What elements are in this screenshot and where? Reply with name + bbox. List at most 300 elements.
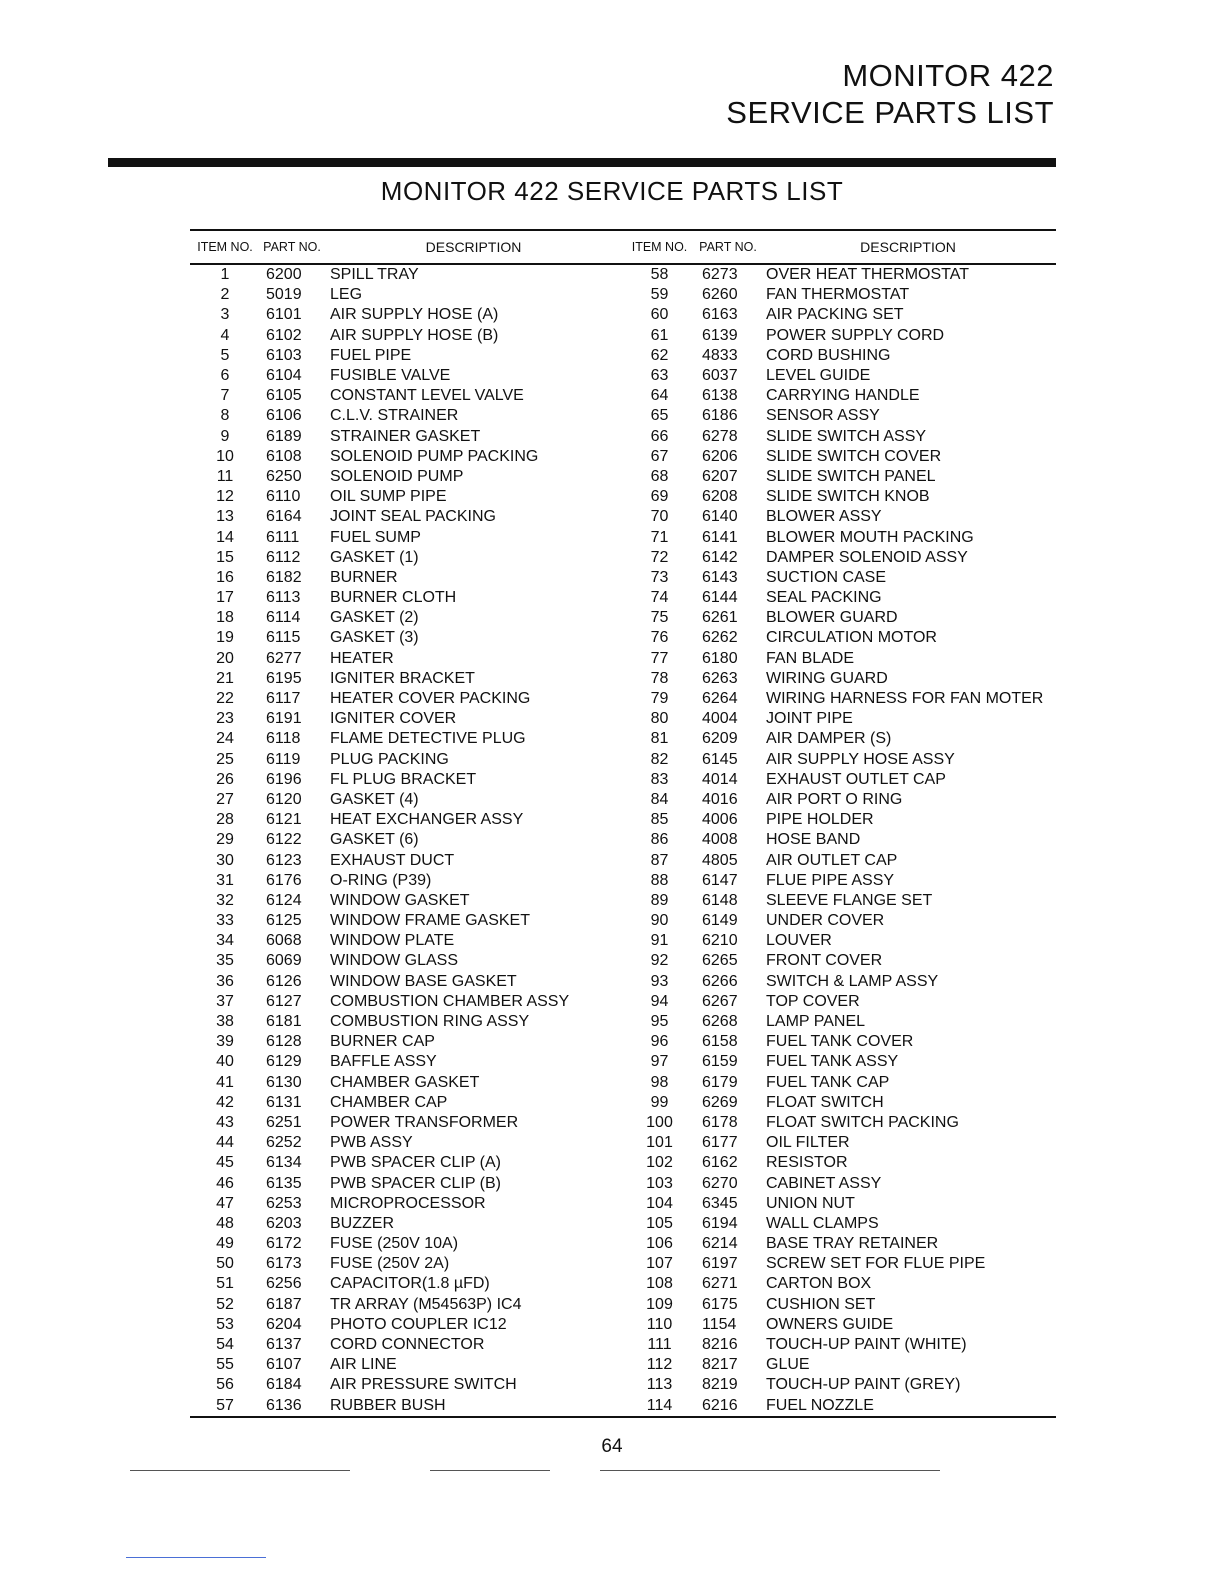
description-cell: OWNERS GUIDE	[766, 1315, 894, 1333]
description-cell: AIR PORT O RING	[766, 790, 903, 808]
description-cell: SENSOR ASSY	[766, 407, 880, 425]
item-no-cell: 74	[650, 589, 669, 607]
table-row	[190, 992, 1056, 1012]
description-cell: AIR SUPPLY HOSE (A)	[330, 306, 499, 324]
part-no-cell: 6187	[266, 1295, 302, 1313]
item-no-cell: 10	[216, 447, 234, 465]
description-cell: WIRING GUARD	[766, 669, 888, 687]
item-no-cell: 114	[623, 1396, 696, 1417]
part-no-cell: 6251	[266, 1113, 302, 1131]
part-no-cell: 6140	[702, 508, 738, 526]
item-no-cell: 70	[650, 508, 669, 526]
description-cell: BURNER CLOTH	[330, 589, 457, 607]
table-row	[190, 750, 1056, 770]
table-row	[190, 1295, 1056, 1315]
part-no-cell: 6104	[266, 367, 302, 385]
part-no-cell: 6147	[702, 871, 738, 889]
description-cell: FLUE PIPE ASSY	[766, 871, 895, 889]
item-no-cell: 72	[650, 548, 669, 566]
part-no-cell: 6207	[702, 467, 738, 485]
table-row	[190, 1396, 1056, 1417]
item-no-cell: 108	[646, 1275, 673, 1293]
description-cell: CORD BUSHING	[766, 346, 891, 364]
table-row	[190, 548, 1056, 568]
item-no-cell: 102	[646, 1154, 673, 1172]
part-no-cell: 6250	[266, 467, 302, 485]
description-cell: OIL FILTER	[766, 1134, 850, 1152]
item-no-cell: 110	[646, 1315, 673, 1333]
part-no-cell: 6118	[266, 730, 301, 748]
description-cell: AIR PRESSURE SWITCH	[330, 1376, 517, 1394]
part-no-cell: 6175	[702, 1295, 738, 1313]
item-no-cell: 76	[650, 629, 669, 647]
parts-table-body	[190, 264, 1056, 1417]
description-cell: HOSE BAND	[766, 831, 861, 849]
part-no-cell: 6142	[702, 548, 738, 566]
item-no-cell: 23	[216, 710, 234, 728]
item-no-cell: 63	[650, 367, 669, 385]
description-cell: COMBUSTION CHAMBER ASSY	[330, 992, 570, 1010]
part-no-cell: 6112	[266, 548, 301, 566]
footer-rule	[430, 1470, 550, 1471]
description-cell: SEAL PACKING	[766, 589, 882, 607]
table-row	[190, 1214, 1056, 1234]
item-no-cell: 6	[220, 367, 230, 385]
description-cell: SPILL TRAY	[330, 266, 419, 284]
description-cell: EXHAUST OUTLET CAP	[766, 770, 946, 788]
item-no-cell: 47	[216, 1194, 234, 1212]
item-no-cell: 96	[650, 1033, 669, 1051]
table-row	[190, 1254, 1056, 1274]
description-cell: AIR SUPPLY HOSE (B)	[330, 326, 499, 344]
description-cell: FLOAT SWITCH	[766, 1093, 884, 1111]
part-no-cell: 6117	[266, 690, 301, 708]
description-cell: BURNER	[330, 568, 398, 586]
part-no-cell: 6194	[702, 1214, 738, 1232]
item-no-cell: 15	[216, 548, 234, 566]
description-cell: PWB SPACER CLIP (B)	[330, 1174, 501, 1192]
item-no-cell: 62	[650, 346, 669, 364]
item-no-cell: 30	[216, 851, 234, 869]
description-cell: HEATER COVER PACKING	[330, 690, 531, 708]
table-row	[190, 386, 1056, 406]
description-cell: SLIDE SWITCH COVER	[766, 447, 942, 465]
footer-rule	[600, 1470, 940, 1471]
part-no-cell: 6208	[702, 488, 738, 506]
part-no-cell: 6191	[266, 710, 302, 728]
item-no-cell: 78	[650, 669, 669, 687]
part-no-cell: 4805	[702, 851, 738, 869]
item-no-cell: 85	[650, 811, 669, 829]
item-no-cell: 67	[650, 447, 669, 465]
description-cell: TOUCH-UP PAINT (GREY)	[766, 1376, 961, 1394]
table-row	[190, 1093, 1056, 1113]
item-no-cell: 58	[650, 266, 669, 284]
parts-table-wrapper	[190, 229, 1056, 1418]
table-row	[190, 951, 1056, 971]
description-cell: FUEL TANK ASSY	[766, 1053, 899, 1071]
item-no-cell: 28	[216, 811, 234, 829]
item-no-cell: 12	[216, 488, 234, 506]
table-row	[190, 649, 1056, 669]
table-row	[190, 1073, 1056, 1093]
table-row	[190, 1113, 1056, 1133]
item-no-cell: 51	[216, 1275, 234, 1293]
part-no-cell: 6103	[266, 346, 302, 364]
item-no-cell: 20	[216, 649, 234, 667]
item-no-cell: 35	[216, 952, 234, 970]
part-no-cell: 6196	[266, 770, 302, 788]
description-cell: IGNITER COVER	[330, 710, 457, 728]
item-no-cell: 29	[216, 831, 234, 849]
description-cell: OVER HEAT THERMOSTAT	[766, 266, 969, 284]
table-row	[190, 871, 1056, 891]
item-no-cell: 22	[216, 690, 234, 708]
item-no-cell: 105	[646, 1214, 673, 1232]
table-row	[190, 1335, 1056, 1355]
item-no-cell: 17	[216, 589, 234, 607]
description-cell: CIRCULATION MOTOR	[766, 629, 937, 647]
part-no-cell: 6181	[266, 1013, 302, 1031]
description-cell: WIRING HARNESS FOR FAN MOTER	[766, 690, 1044, 708]
part-no-cell: 6130	[266, 1073, 302, 1091]
part-no-cell: 6125	[266, 912, 302, 930]
col-header-description-right: DESCRIPTION	[760, 230, 1056, 264]
part-no-cell: 6122	[266, 831, 302, 849]
part-no-cell: 6139	[702, 326, 738, 344]
item-no-cell: 68	[650, 467, 669, 485]
table-row	[190, 709, 1056, 729]
part-no-cell: 6180	[702, 649, 738, 667]
item-no-cell: 86	[650, 831, 669, 849]
description-cell: HEAT EXCHANGER ASSY	[330, 811, 524, 829]
description-cell: TOP COVER	[766, 992, 860, 1010]
description-cell: JOINT SEAL PACKING	[330, 508, 496, 526]
table-row	[190, 850, 1056, 870]
col-header-item-no-left: ITEM NO.	[190, 230, 260, 264]
item-no-cell: 80	[650, 710, 669, 728]
part-no-cell: 5019	[266, 286, 302, 304]
part-no-cell: 6277	[266, 649, 302, 667]
part-no-cell: 6184	[266, 1376, 302, 1394]
footer-rule	[130, 1470, 350, 1471]
part-no-cell: 8219	[702, 1376, 738, 1394]
part-no-cell: 6209	[702, 730, 738, 748]
part-no-cell: 6278	[702, 427, 738, 445]
table-row	[190, 1133, 1056, 1153]
table-row	[190, 1052, 1056, 1072]
part-no-cell: 6141	[702, 528, 738, 546]
part-no-cell: 4833	[702, 346, 738, 364]
part-no-cell: 8216	[702, 1336, 738, 1354]
description-cell: FUEL SUMP	[330, 528, 421, 546]
item-no-cell: 83	[650, 770, 669, 788]
description-cell: CHAMBER CAP	[330, 1093, 448, 1111]
description-cell: GLUE	[766, 1356, 810, 1374]
item-no-cell: 97	[650, 1053, 669, 1071]
table-row	[190, 972, 1056, 992]
description-cell: C.L.V. STRAINER	[330, 407, 459, 425]
item-no-cell: 1	[220, 266, 230, 284]
item-no-cell: 11	[216, 467, 234, 485]
part-no-cell: 6271	[702, 1275, 738, 1293]
part-no-cell: 6037	[702, 367, 738, 385]
part-no-cell: 4016	[702, 790, 738, 808]
part-no-cell: 6069	[266, 952, 302, 970]
footer-link-rule	[126, 1557, 266, 1558]
part-no-cell: 6270	[702, 1174, 738, 1192]
part-no-cell: 6108	[266, 447, 302, 465]
table-row	[190, 1194, 1056, 1214]
description-cell: BASE TRAY RETAINER	[766, 1235, 939, 1253]
item-no-cell: 39	[216, 1033, 234, 1051]
item-no-cell: 71	[650, 528, 669, 546]
item-no-cell: 4	[220, 326, 230, 344]
item-no-cell: 7	[220, 387, 230, 405]
item-no-cell: 50	[216, 1255, 234, 1273]
table-row	[190, 810, 1056, 830]
description-cell: UNDER COVER	[766, 912, 885, 930]
description-cell: EXHAUST DUCT	[330, 851, 455, 869]
part-no-cell: 6138	[702, 387, 738, 405]
part-no-cell: 6266	[702, 972, 738, 990]
part-no-cell: 6267	[702, 992, 738, 1010]
part-no-cell: 6113	[266, 589, 301, 607]
item-no-cell: 36	[216, 972, 234, 990]
page-number: 64	[601, 1436, 623, 1457]
description-cell: FUEL TANK COVER	[766, 1033, 914, 1051]
description-cell: FUEL TANK CAP	[766, 1073, 890, 1091]
part-no-cell: 6120	[266, 790, 302, 808]
part-no-cell: 4014	[702, 770, 738, 788]
item-no-cell: 111	[647, 1336, 672, 1354]
item-no-cell: 113	[646, 1376, 673, 1394]
part-no-cell: 8217	[702, 1356, 738, 1374]
description-cell: LEG	[330, 286, 363, 304]
item-no-cell: 90	[650, 912, 669, 930]
item-no-cell: 43	[216, 1113, 234, 1131]
part-no-cell: 6200	[266, 266, 302, 284]
item-no-cell: 21	[216, 669, 234, 687]
part-no-cell: 6114	[266, 609, 301, 627]
description-cell: AIR SUPPLY HOSE ASSY	[766, 750, 955, 768]
item-no-cell: 93	[650, 972, 669, 990]
description-cell: TR ARRAY (M54563P) IC4	[330, 1295, 522, 1313]
description-cell: PWB ASSY	[330, 1134, 413, 1152]
table-row	[190, 891, 1056, 911]
part-no-cell: 6210	[702, 932, 738, 950]
part-no-cell: 6110	[266, 488, 301, 506]
item-no-cell: 3	[220, 306, 230, 324]
item-no-cell: 94	[650, 992, 669, 1010]
table-row	[190, 568, 1056, 588]
part-no-cell: 6204	[266, 1315, 302, 1333]
item-no-cell: 77	[650, 649, 669, 667]
item-no-cell: 2	[220, 286, 230, 304]
item-no-cell: 99	[650, 1093, 669, 1111]
part-no-cell: 6256	[266, 1275, 302, 1293]
item-no-cell: 13	[216, 508, 234, 526]
item-no-cell: 106	[646, 1235, 673, 1253]
item-no-cell: 19	[216, 629, 234, 647]
item-no-cell: 33	[216, 912, 234, 930]
item-no-cell: 41	[216, 1073, 234, 1091]
part-no-cell: 6102	[266, 326, 302, 344]
description-cell: SLEEVE FLANGE SET	[766, 891, 933, 909]
part-no-cell: 6126	[266, 972, 302, 990]
table-row	[190, 467, 1056, 487]
table-row	[190, 447, 1056, 467]
description-cell: PIPE HOLDER	[766, 811, 874, 829]
item-no-cell: 100	[646, 1113, 673, 1131]
part-no-cell: 6268	[702, 1013, 738, 1031]
description-cell: AIR OUTLET CAP	[766, 851, 898, 869]
part-no-cell: 6345	[702, 1194, 738, 1212]
description-cell: SWITCH & LAMP ASSY	[766, 972, 939, 990]
item-no-cell: 98	[650, 1073, 669, 1091]
table-row	[190, 911, 1056, 931]
part-no-cell: 6269	[702, 1093, 738, 1111]
part-no-cell: 6164	[266, 508, 302, 526]
item-no-cell: 16	[216, 568, 234, 586]
description-cell: CARTON BOX	[766, 1275, 872, 1293]
part-no-cell: 6203	[266, 1214, 302, 1232]
table-row	[190, 346, 1056, 366]
item-no-cell: 91	[650, 932, 669, 950]
table-row	[190, 305, 1056, 325]
part-no-cell: 6253	[266, 1194, 302, 1212]
item-no-cell: 49	[216, 1235, 234, 1253]
part-no-cell: 6115	[266, 629, 301, 647]
part-no-cell: 6252	[266, 1134, 302, 1152]
item-no-cell: 59	[650, 286, 669, 304]
item-no-cell: 27	[216, 790, 234, 808]
part-no-cell: 6143	[702, 568, 738, 586]
description-cell: PLUG PACKING	[330, 750, 449, 768]
table-row	[190, 931, 1056, 951]
item-no-cell: 32	[216, 891, 234, 909]
description-cell: MICROPROCESSOR	[330, 1194, 486, 1212]
item-no-cell: 14	[216, 528, 234, 546]
part-no-cell: 6182	[266, 568, 302, 586]
part-no-cell: 6107	[266, 1356, 302, 1374]
table-row	[190, 487, 1056, 507]
table-row	[190, 264, 1056, 285]
item-no-cell: 24	[216, 730, 234, 748]
table-row	[190, 1153, 1056, 1173]
item-no-cell: 40	[216, 1053, 234, 1071]
part-no-cell: 6216	[696, 1396, 760, 1417]
part-no-cell: 6173	[266, 1255, 302, 1273]
part-no-cell: 6148	[702, 891, 738, 909]
table-row	[190, 326, 1056, 346]
item-no-cell: 37	[216, 992, 234, 1010]
description-cell: O-RING (P39)	[330, 871, 432, 889]
table-row	[190, 427, 1056, 447]
table-row	[190, 588, 1056, 608]
description-cell: DAMPER SOLENOID ASSY	[766, 548, 968, 566]
item-no-cell: 92	[650, 952, 669, 970]
part-no-cell: 6261	[702, 609, 738, 627]
description-cell: WINDOW PLATE	[330, 932, 455, 950]
item-no-cell: 84	[650, 790, 669, 808]
header-title-list: SERVICE PARTS LIST	[726, 95, 1054, 130]
item-no-cell: 65	[650, 407, 669, 425]
parts-table	[190, 229, 1056, 1418]
description-cell: FUSE (250V 10A)	[330, 1235, 459, 1253]
part-no-cell: 6159	[702, 1053, 738, 1071]
part-no-cell: 6265	[702, 952, 738, 970]
part-no-cell: 6127	[266, 992, 302, 1010]
part-no-cell: 6273	[702, 266, 738, 284]
item-no-cell: 31	[216, 871, 234, 889]
description-cell: FLAME DETECTIVE PLUG	[330, 730, 526, 748]
description-cell: SLIDE SWITCH KNOB	[766, 488, 930, 506]
description-cell: CUSHION SET	[766, 1295, 876, 1313]
table-row	[190, 527, 1056, 547]
description-cell: SCREW SET FOR FLUE PIPE	[766, 1255, 986, 1273]
description-cell: WINDOW FRAME GASKET	[330, 912, 530, 930]
table-row	[190, 1012, 1056, 1032]
item-no-cell: 82	[650, 750, 669, 768]
item-no-cell: 69	[650, 488, 669, 506]
item-no-cell: 48	[216, 1214, 234, 1232]
description-cell: AIR DAMPER (S)	[766, 730, 892, 748]
item-no-cell: 25	[216, 750, 234, 768]
description-cell: SOLENOID PUMP PACKING	[330, 447, 539, 465]
col-header-part-no-left: PART NO.	[260, 230, 324, 264]
item-no-cell: 57	[190, 1396, 260, 1417]
item-no-cell: 75	[650, 609, 669, 627]
item-no-cell: 79	[650, 690, 669, 708]
col-header-part-no-right: PART NO.	[696, 230, 760, 264]
description-cell: LAMP PANEL	[766, 1013, 866, 1031]
part-no-cell: 6129	[266, 1053, 302, 1071]
description-cell: RUBBER BUSH	[324, 1396, 623, 1417]
description-cell: GASKET (3)	[330, 629, 419, 647]
description-cell: BLOWER GUARD	[766, 609, 898, 627]
item-no-cell: 9	[220, 427, 230, 445]
table-row	[190, 1375, 1056, 1395]
description-cell: FUEL PIPE	[330, 346, 412, 364]
item-no-cell: 5	[220, 346, 230, 364]
table-row	[190, 1032, 1056, 1052]
item-no-cell: 60	[650, 306, 669, 324]
description-cell: FUEL NOZZLE	[760, 1396, 1056, 1417]
description-cell: FRONT COVER	[766, 952, 883, 970]
description-cell: AIR LINE	[330, 1356, 397, 1374]
description-cell: FLOAT SWITCH PACKING	[766, 1113, 959, 1131]
part-no-cell: 6263	[702, 669, 738, 687]
item-no-cell: 56	[216, 1376, 234, 1394]
item-no-cell: 103	[646, 1174, 673, 1192]
part-no-cell: 6123	[266, 851, 302, 869]
description-cell: WALL CLAMPS	[766, 1214, 879, 1232]
description-cell: OIL SUMP PIPE	[330, 488, 447, 506]
item-no-cell: 87	[650, 851, 669, 869]
table-row	[190, 830, 1056, 850]
table-row	[190, 1234, 1056, 1254]
part-no-cell: 4006	[702, 811, 738, 829]
item-no-cell: 52	[216, 1295, 234, 1313]
part-no-cell: 6179	[702, 1073, 738, 1091]
description-cell: WINDOW BASE GASKET	[330, 972, 517, 990]
item-no-cell: 54	[216, 1336, 234, 1354]
table-title: MONITOR 422 SERVICE PARTS LIST	[380, 176, 844, 206]
table-row	[190, 729, 1056, 749]
part-no-cell: 6262	[702, 629, 738, 647]
table-row	[190, 285, 1056, 305]
